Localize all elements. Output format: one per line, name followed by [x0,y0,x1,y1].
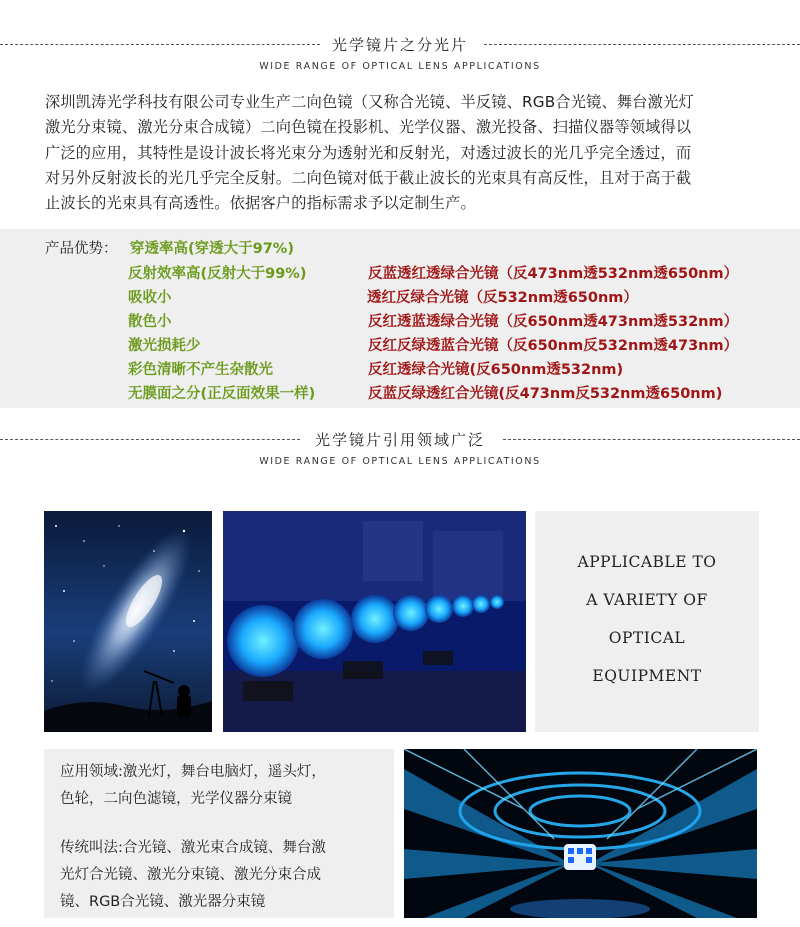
advantage-item: 无膜面之分(正反面效果一样) [128,386,316,402]
telescope-image [44,511,212,732]
usage-line: 传统叫法:合光镜、激光束合成镜、舞台激 [60,840,326,856]
usage-line: 应用领域:激光灯，舞台电脑灯，遥头灯， [60,764,326,780]
section-title-text: 光学镜片引用领域广泛 [311,431,489,449]
section-subtitle-1: WIDE RANGE OF OPTICAL LENS APPLICATIONS [259,61,541,72]
applicable-panel [535,511,759,732]
applicable-line: APPLICABLE TO [577,553,717,571]
advantage-item: 激光损耗少 [128,338,201,354]
intro-line: 深圳凯涛光学科技有限公司专业生产二向色镜（又称合光镜、半反镜、RGB合光镜、舞台激光灯 [45,93,694,111]
usage-line: 光灯合光镜、激光分束镜、激光分束合成 [60,867,321,883]
usage-fields [60,759,390,813]
applicable-line: EQUIPMENT [592,667,702,685]
advantage-item: 彩色清晰不产生杂散光 [128,362,273,378]
spec-item: 反红透绿合光镜(反650nm透532nm) [368,362,624,378]
spec-item: 反蓝反绿透红合光镜(反473nm反532nm透650nm) [368,386,723,402]
advantage-item: 散色小 [128,314,172,330]
stage-lights-image [223,511,526,732]
usage-line: 镜、RGB合光镜、激光器分束镜 [60,894,266,910]
spec-item: 反红反绿透蓝合光镜（反650nm反532nm透473nm） [368,338,739,354]
advantage-item: 穿透率高(穿透大于97%) [130,241,294,257]
intro-paragraph [45,90,770,216]
advantages-label: 产品优势： [45,241,118,257]
advantages-panel [0,229,800,408]
intro-line: 激光分束镜、激光分束合成镜）二向色镜在投影机、光学仪器、激光投备、扫描仪器等领域得以 [45,118,692,137]
usage-names [60,835,390,916]
section-title-2 [0,430,800,450]
advantage-item: 反射效率高(反射大于99%) [128,266,307,282]
spec-item: 透红反绿合光镜（反532nm透650nm） [367,290,638,306]
intro-line: 止波长的光束具有高透性。依据客户的指标需求予以定制生产。 [45,194,476,213]
advantage-item: 吸收小 [128,290,172,306]
applicable-line: OPTICAL [608,629,686,647]
section-title-1 [0,35,800,55]
intro-line: 广泛的应用，其特性是设计波长将光束分为透射光和反射光，对透过波长的光几乎完全透过，而 [45,143,692,162]
spec-item: 反红透蓝透绿合光镜（反650nm透473nm透532nm） [368,314,739,330]
section-title-text: 光学镜片之分光片 [328,36,472,54]
stage-beams-image [404,749,757,918]
section-subtitle-2: WIDE RANGE OF OPTICAL LENS APPLICATIONS [259,456,541,467]
applicable-line: A VARIETY OF [586,591,708,609]
spec-item: 反蓝透红透绿合光镜（反473nm透532nm透650nm） [368,266,739,282]
usage-line: 色轮，二向色滤镜，光学仪器分束镜 [60,791,292,807]
usage-panel [44,749,394,918]
intro-line: 对另外反射波长的光几乎完全反射。二向色镜对低于截止波长的光束具有高反性，且对于高于截 [45,168,692,187]
